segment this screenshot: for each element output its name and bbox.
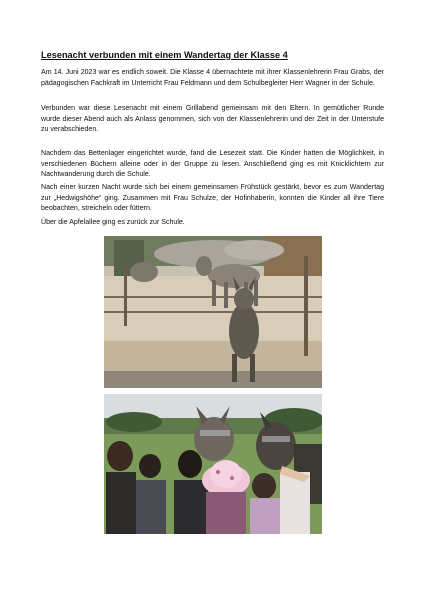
donkey-paddock-photo [104, 236, 322, 388]
document-title: Lesenacht verbunden mit einem Wandertag der Klasse 4 [41, 50, 288, 60]
paragraph-1: Am 14. Juni 2023 war es endlich soweit. Die Klasse 4 übernachtete mit ihrer Klassenlehrerin Frau Grabs, der pädagogischen Fachkraft im Unterricht Frau Feldmann und dem Schulbegleiter Herr Wagner in der Schule. [41, 69, 384, 87]
paragraph-3: Nachdem das Bettenlager eingerichtet wurde, fand die Lesezeit statt. Die Kinder hatten die Möglichkeit, in verschiedenen Büchern alleine oder in der Gruppe zu lesen. Anschließend ging es mit Knicklichtern zur Nachtwanderung durch die Schule. [41, 150, 384, 179]
paragraph-2: Verbunden war diese Lesenacht mit einem Grillabend gemeinsam mit den Eltern. In gemütlicher Runde wurde dieser Abend auch als Anlass genommen, sich von der Klassenlehrerin und der Zeit in der Unterstufe zu verabschieden. [41, 105, 384, 134]
paragraph-4: Nach einer kurzen Nacht wurde sich bei einem gemeinsamen Frühstück gestärkt, bevor es zum Wandertag zur „Hedwigshöhe“ ging. Zusammen mit Frau Schulze, der Hofinhaberin, konnten die Kinder all ihre Tiere beobachten, streicheln oder füttern. [41, 184, 384, 213]
children-with-donkeys-photo [104, 394, 322, 534]
paragraph-5: Über die Apfelallee ging es zurück zur Schule. [41, 219, 185, 226]
